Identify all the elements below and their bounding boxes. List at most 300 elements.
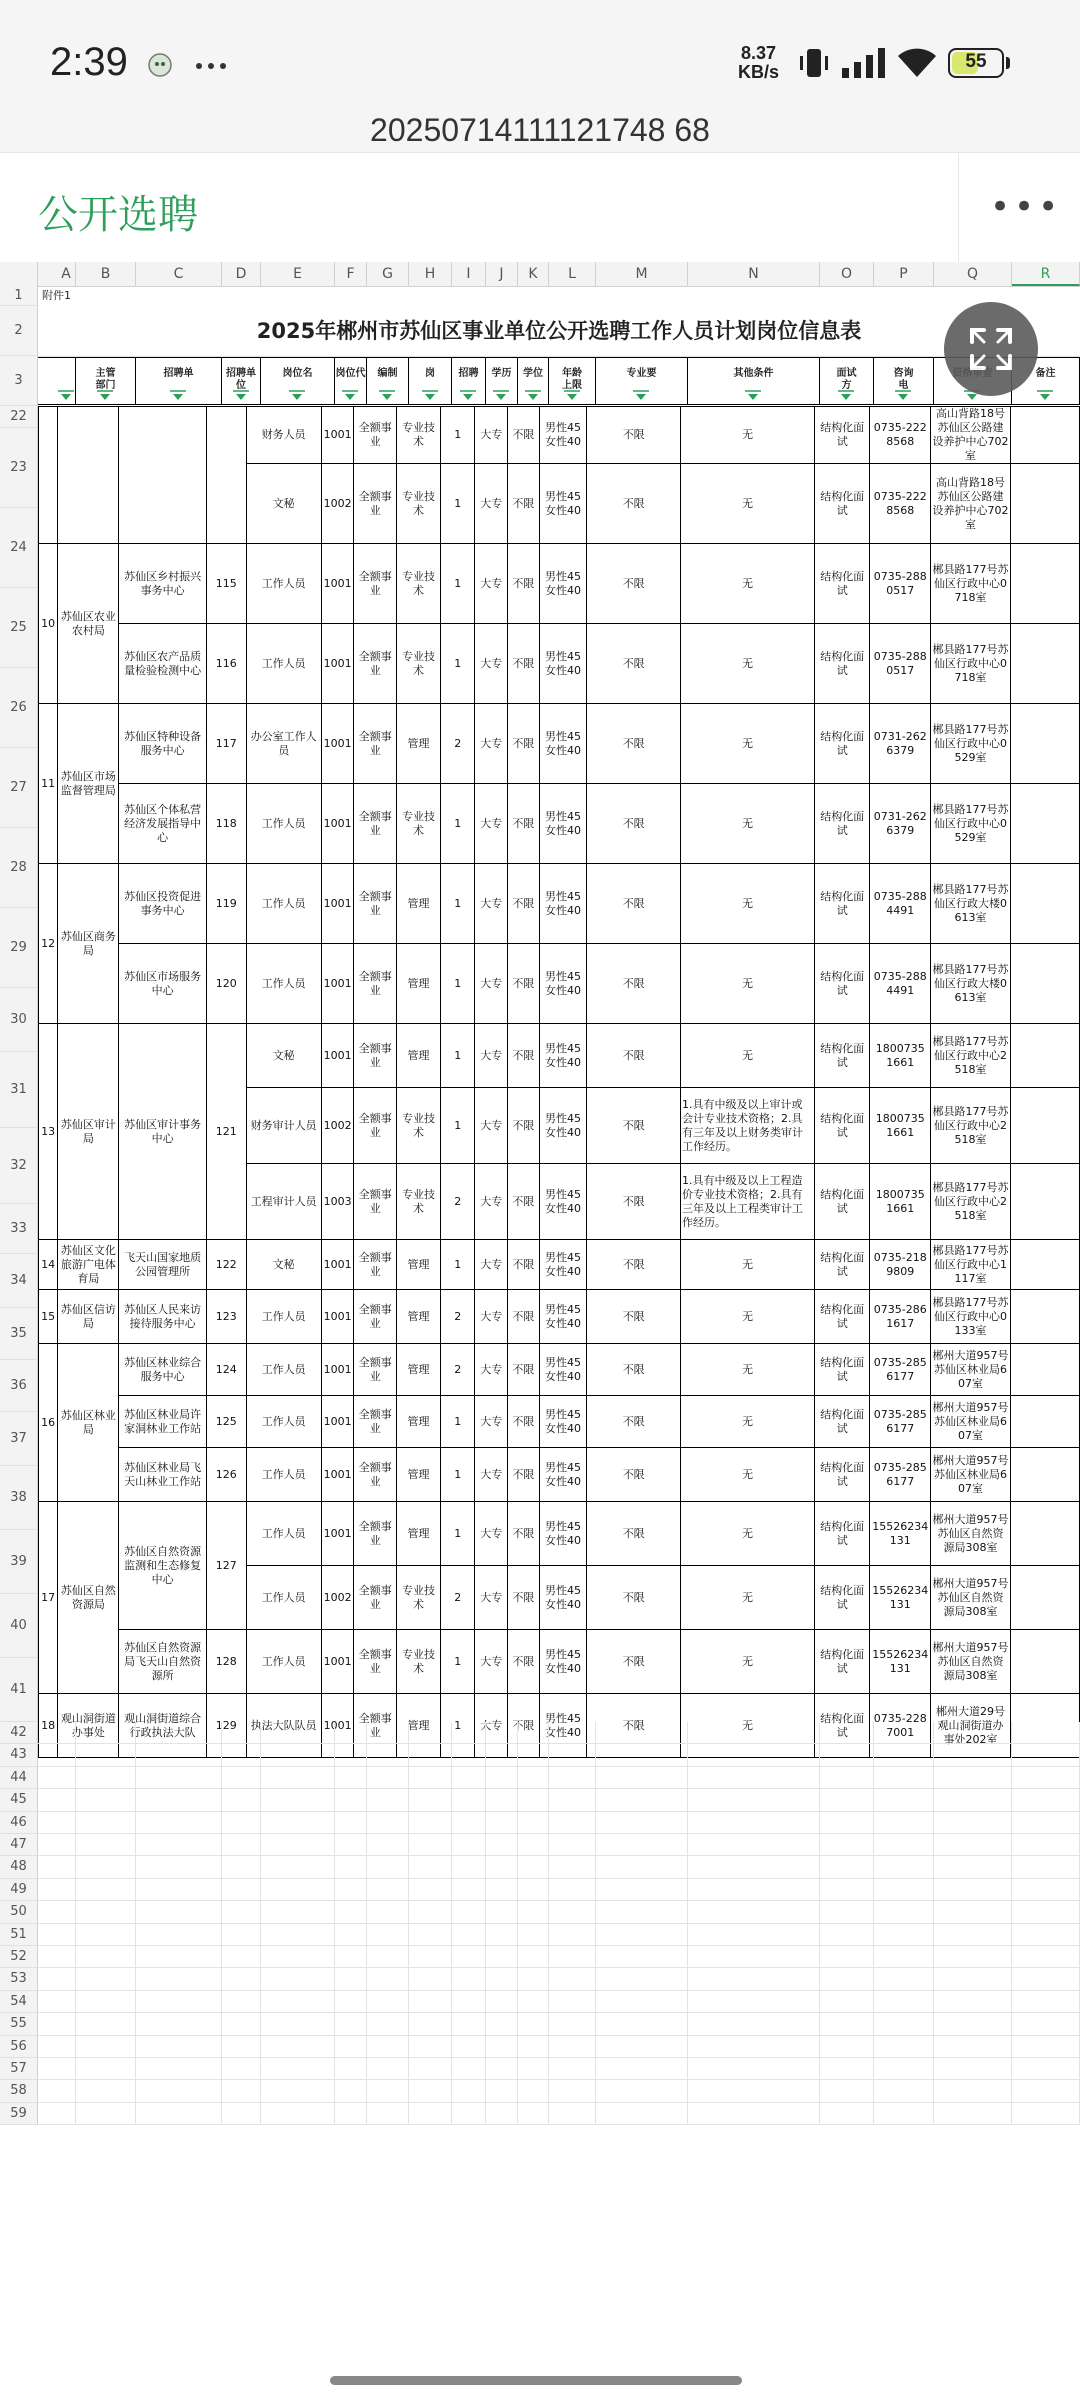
cell-code[interactable]: 124 bbox=[206, 1344, 246, 1396]
empty-row[interactable] bbox=[38, 1789, 1080, 1811]
row-number-58[interactable]: 58 bbox=[0, 2080, 38, 2102]
cell-pos[interactable]: 财务审计人员 bbox=[246, 1088, 321, 1164]
cell-ms[interactable]: 结构化面试 bbox=[815, 1164, 870, 1240]
cell-bz[interactable]: 全额事业 bbox=[354, 1502, 397, 1566]
header-咨询电话[interactable]: 咨询 电 bbox=[874, 358, 934, 404]
cell-zy[interactable]: 不限 bbox=[587, 407, 681, 464]
cell-addr[interactable]: 郴县路177号苏仙区行政中心0718室 bbox=[931, 624, 1010, 704]
column-header-R[interactable]: R bbox=[1012, 262, 1080, 286]
cell-qt[interactable]: 1.具有中级及以上工程造价专业技术资格；2.具有三年及以上工程类审计工作经历。 bbox=[681, 1164, 815, 1240]
cell-xl[interactable]: 大专 bbox=[475, 864, 508, 944]
empty-row[interactable] bbox=[38, 2058, 1080, 2080]
cell-num[interactable]: 1 bbox=[440, 944, 475, 1024]
cell-lb[interactable]: 管理 bbox=[397, 1344, 441, 1396]
row-number-22[interactable]: 22 bbox=[0, 406, 38, 428]
row-number-3[interactable]: 3 bbox=[0, 356, 38, 406]
cell-ms[interactable]: 结构化面试 bbox=[815, 704, 870, 784]
cell-age[interactable]: 男性45 女性40 bbox=[539, 1344, 587, 1396]
cell-xl[interactable]: 大专 bbox=[475, 1290, 508, 1344]
column-header-P[interactable]: P bbox=[874, 262, 934, 286]
cell-lb[interactable]: 管理 bbox=[397, 1396, 441, 1448]
cell-pos[interactable]: 工作人员 bbox=[246, 1502, 321, 1566]
cell-unit[interactable]: 苏仙区林业综合服务中心 bbox=[119, 1344, 207, 1396]
filter-dropdown-icon[interactable] bbox=[421, 390, 439, 401]
cell-ms[interactable]: 结构化面试 bbox=[815, 864, 870, 944]
cell-qt[interactable]: 无 bbox=[681, 464, 815, 544]
cell-age[interactable]: 男性45 女性40 bbox=[539, 944, 587, 1024]
cell-addr[interactable]: 郴州大道957号苏仙区林业局607室 bbox=[931, 1396, 1010, 1448]
cell-pos[interactable]: 文秘 bbox=[246, 464, 321, 544]
cell-code[interactable]: 121 bbox=[206, 1024, 246, 1240]
cell-xw[interactable]: 不限 bbox=[508, 944, 540, 1024]
cell-code[interactable]: 120 bbox=[206, 944, 246, 1024]
cell-pcode[interactable]: 1002 bbox=[321, 464, 354, 544]
row-number-38[interactable]: 38 bbox=[0, 1466, 38, 1530]
cell-bz[interactable]: 全额事业 bbox=[354, 784, 397, 864]
cell-age[interactable]: 男性45 女性40 bbox=[539, 1630, 587, 1694]
cell-pos[interactable]: 工作人员 bbox=[246, 944, 321, 1024]
cell-remark[interactable] bbox=[1010, 944, 1079, 1024]
cell-xl[interactable]: 大专 bbox=[475, 407, 508, 464]
cell-pcode[interactable]: 1001 bbox=[321, 1502, 354, 1566]
cell-ms[interactable]: 结构化面试 bbox=[815, 1024, 870, 1088]
cell-addr[interactable]: 郴州大道957号苏仙区自然资源局308室 bbox=[931, 1630, 1010, 1694]
cell-tel[interactable]: 0735-2856177 bbox=[870, 1448, 931, 1502]
empty-row[interactable] bbox=[38, 2013, 1080, 2035]
cell-lb[interactable]: 专业技术 bbox=[397, 464, 441, 544]
row-number-30[interactable]: 30 bbox=[0, 988, 38, 1052]
cell-addr[interactable]: 高山背路18号苏仙区公路建设养护中心702室 bbox=[931, 464, 1010, 544]
column-header-L[interactable]: L bbox=[549, 262, 596, 286]
cell-zy[interactable]: 不限 bbox=[587, 464, 681, 544]
cell-remark[interactable] bbox=[1010, 1448, 1079, 1502]
cell-lb[interactable]: 专业技术 bbox=[397, 407, 441, 464]
filter-dropdown-icon[interactable] bbox=[96, 390, 114, 401]
row-number-46[interactable]: 46 bbox=[0, 1812, 38, 1834]
cell-dept[interactable]: 观山洞街道办事处 bbox=[58, 1694, 119, 1758]
cell-qt[interactable]: 无 bbox=[681, 1290, 815, 1344]
cell-ms[interactable]: 结构化面试 bbox=[815, 1694, 870, 1758]
cell-code[interactable]: 123 bbox=[206, 1290, 246, 1344]
header-岗位类别[interactable]: 岗 bbox=[409, 358, 452, 404]
cell-lb[interactable]: 管理 bbox=[397, 704, 441, 784]
cell-qt[interactable]: 无 bbox=[681, 1344, 815, 1396]
empty-row[interactable] bbox=[38, 1901, 1080, 1923]
filter-dropdown-icon[interactable] bbox=[894, 390, 912, 401]
cell-remark[interactable] bbox=[1010, 624, 1079, 704]
header-岗位代码[interactable]: 岗位代 bbox=[335, 358, 367, 404]
cell-xw[interactable]: 不限 bbox=[508, 1240, 540, 1290]
cell-remark[interactable] bbox=[1010, 864, 1079, 944]
empty-row[interactable] bbox=[38, 1879, 1080, 1901]
cell-xl[interactable]: 大专 bbox=[475, 1448, 508, 1502]
cell-addr[interactable]: 郴县路177号苏仙区行政中心0718室 bbox=[931, 544, 1010, 624]
column-header-K[interactable]: K bbox=[518, 262, 549, 286]
cell-xl[interactable]: 大专 bbox=[475, 1024, 508, 1088]
cell-pcode[interactable]: 1001 bbox=[321, 1396, 354, 1448]
cell-zy[interactable]: 不限 bbox=[587, 944, 681, 1024]
row-number-23[interactable]: 23 bbox=[0, 428, 38, 508]
column-header-E[interactable]: E bbox=[261, 262, 335, 286]
cell-pcode[interactable]: 1001 bbox=[321, 944, 354, 1024]
column-header-J[interactable]: J bbox=[486, 262, 518, 286]
cell-num[interactable]: 2 bbox=[440, 1164, 475, 1240]
column-header-I[interactable]: I bbox=[452, 262, 486, 286]
cell-age[interactable]: 男性45 女性40 bbox=[539, 1396, 587, 1448]
cell-A1[interactable]: 附件1 bbox=[42, 289, 71, 302]
cell-addr[interactable]: 郴县路177号苏仙区行政大楼0613室 bbox=[931, 944, 1010, 1024]
cell-remark[interactable] bbox=[1010, 784, 1079, 864]
row-number-51[interactable]: 51 bbox=[0, 1924, 38, 1946]
cell-pcode[interactable]: 1002 bbox=[321, 1088, 354, 1164]
row-number-33[interactable]: 33 bbox=[0, 1204, 38, 1254]
row-number-41[interactable]: 41 bbox=[0, 1658, 38, 1722]
column-header-A[interactable]: A bbox=[57, 262, 76, 286]
empty-row[interactable] bbox=[38, 2080, 1080, 2102]
filter-dropdown-icon[interactable] bbox=[459, 390, 477, 401]
cell-xl[interactable]: 大专 bbox=[475, 544, 508, 624]
header-编制[interactable]: 编制 bbox=[367, 358, 409, 404]
row-number-54[interactable]: 54 bbox=[0, 1991, 38, 2013]
cell-unit[interactable]: 飞天山国家地质公园管理所 bbox=[119, 1240, 207, 1290]
cell-bz[interactable]: 全额事业 bbox=[354, 704, 397, 784]
cell-bz[interactable]: 全额事业 bbox=[354, 1290, 397, 1344]
cell-lb[interactable]: 管理 bbox=[397, 864, 441, 944]
header-主管部门[interactable]: 主管 部门 bbox=[76, 358, 136, 404]
cell-pcode[interactable]: 1001 bbox=[321, 784, 354, 864]
cell-num[interactable]: 1 bbox=[440, 1694, 475, 1758]
cell-pos[interactable]: 工作人员 bbox=[246, 1448, 321, 1502]
cell-ms[interactable]: 结构化面试 bbox=[815, 407, 870, 464]
cell-xw[interactable]: 不限 bbox=[508, 1164, 540, 1240]
fullscreen-button[interactable] bbox=[944, 302, 1038, 396]
cell-unit[interactable]: 苏仙区投资促进事务中心 bbox=[119, 864, 207, 944]
cell-addr[interactable]: 郴州大道957号苏仙区林业局607室 bbox=[931, 1344, 1010, 1396]
row-number-53[interactable]: 53 bbox=[0, 1968, 38, 1990]
cell-num[interactable]: 1 bbox=[440, 1630, 475, 1694]
cell-remark[interactable] bbox=[1010, 1630, 1079, 1694]
cell-age[interactable]: 男性45 女性40 bbox=[539, 464, 587, 544]
row-number-52[interactable]: 52 bbox=[0, 1946, 38, 1968]
cell-ms[interactable]: 结构化面试 bbox=[815, 624, 870, 704]
cell-addr[interactable]: 高山背路18号苏仙区公路建设养护中心702室 bbox=[932, 407, 1009, 462]
cell-lb[interactable]: 管理 bbox=[397, 1240, 441, 1290]
cell-pos[interactable]: 工作人员 bbox=[246, 864, 321, 944]
header-招聘单位代码[interactable]: 招聘单 位 bbox=[222, 358, 261, 404]
cell-seq[interactable]: 17 bbox=[39, 1502, 58, 1694]
cell-qt[interactable]: 无 bbox=[681, 784, 815, 864]
cell-zy[interactable]: 不限 bbox=[587, 1694, 681, 1758]
filter-dropdown-icon[interactable] bbox=[492, 390, 510, 401]
cell-xw[interactable]: 不限 bbox=[508, 407, 540, 464]
cell-bz[interactable]: 全额事业 bbox=[354, 624, 397, 704]
column-header-F[interactable]: F bbox=[335, 262, 367, 286]
empty-row[interactable] bbox=[38, 1812, 1080, 1834]
cell-xl[interactable]: 大专 bbox=[475, 784, 508, 864]
cell-pcode[interactable]: 1001 bbox=[321, 624, 354, 704]
row-number-24[interactable]: 24 bbox=[0, 508, 38, 588]
empty-row[interactable] bbox=[38, 1834, 1080, 1856]
cell-num[interactable]: 1 bbox=[440, 464, 475, 544]
cell-zy[interactable]: 不限 bbox=[587, 1502, 681, 1566]
cell-age[interactable]: 男性45 女性40 bbox=[539, 1024, 587, 1088]
row-number-42[interactable]: 42 bbox=[0, 1722, 38, 1744]
cell-code[interactable]: 118 bbox=[206, 784, 246, 864]
row-number-44[interactable]: 44 bbox=[0, 1767, 38, 1789]
cell-pcode[interactable]: 1001 bbox=[321, 544, 354, 624]
cell-num[interactable]: 1 bbox=[440, 407, 475, 464]
empty-row[interactable] bbox=[38, 1767, 1080, 1789]
row-number-40[interactable]: 40 bbox=[0, 1594, 38, 1658]
header-岗位名称[interactable]: 岗位名 bbox=[261, 358, 335, 404]
cell-xw[interactable]: 不限 bbox=[508, 544, 540, 624]
column-header-H[interactable]: H bbox=[409, 262, 452, 286]
filter-dropdown-icon[interactable] bbox=[1036, 390, 1054, 401]
header-面试方式[interactable]: 面试 方 bbox=[820, 358, 874, 404]
cell-tel[interactable]: 0731-2626379 bbox=[870, 784, 931, 864]
row-number-50[interactable]: 50 bbox=[0, 1901, 38, 1923]
cell-seq[interactable]: 12 bbox=[39, 864, 58, 1024]
cell-remark[interactable] bbox=[1010, 1088, 1079, 1164]
cell-zy[interactable]: 不限 bbox=[587, 1448, 681, 1502]
column-header-G[interactable]: G bbox=[367, 262, 409, 286]
cell-lb[interactable]: 专业技术 bbox=[397, 1566, 441, 1630]
header-年龄[interactable]: 年龄 上限 bbox=[549, 358, 596, 404]
cell-bz[interactable]: 全额事业 bbox=[354, 464, 397, 544]
cell-xw[interactable]: 不限 bbox=[508, 1396, 540, 1448]
cell-qt[interactable]: 无 bbox=[681, 1502, 815, 1566]
cell-bz[interactable]: 全额事业 bbox=[354, 1240, 397, 1290]
cell-xl[interactable]: 大专 bbox=[475, 944, 508, 1024]
cell-tel[interactable]: 0735-2861617 bbox=[870, 1290, 931, 1344]
row-number-48[interactable]: 48 bbox=[0, 1856, 38, 1878]
cell-ms[interactable]: 结构化面试 bbox=[815, 784, 870, 864]
cell-ms[interactable]: 结构化面试 bbox=[815, 1088, 870, 1164]
cell-qt[interactable]: 无 bbox=[681, 864, 815, 944]
cell-tel[interactable]: 0735-2884491 bbox=[870, 864, 931, 944]
cell-qt[interactable]: 无 bbox=[681, 407, 815, 464]
row-number-47[interactable]: 47 bbox=[0, 1834, 38, 1856]
empty-row[interactable] bbox=[38, 1744, 1080, 1766]
cell-tel[interactable]: 0735-2884491 bbox=[870, 944, 931, 1024]
cell-tel[interactable]: 0735-2228568 bbox=[870, 464, 931, 544]
cell-num[interactable]: 2 bbox=[440, 1566, 475, 1630]
cell-bz[interactable]: 全额事业 bbox=[354, 1630, 397, 1694]
cell-zy[interactable]: 不限 bbox=[587, 704, 681, 784]
cell-num[interactable]: 1 bbox=[440, 544, 475, 624]
cell-lb[interactable]: 管理 bbox=[397, 944, 441, 1024]
cell-addr[interactable]: 郴县路177号苏仙区行政中心1117室 bbox=[931, 1240, 1010, 1290]
home-indicator[interactable] bbox=[330, 2376, 742, 2385]
cell-xw[interactable]: 不限 bbox=[508, 704, 540, 784]
cell-pos[interactable]: 工作人员 bbox=[246, 624, 321, 704]
cell-age[interactable]: 男性45 女性40 bbox=[539, 544, 587, 624]
cell-lb[interactable]: 专业技术 bbox=[397, 624, 441, 704]
cell-pcode[interactable]: 1001 bbox=[321, 407, 354, 464]
cell-zy[interactable]: 不限 bbox=[587, 784, 681, 864]
filter-dropdown-icon[interactable] bbox=[563, 390, 581, 401]
cell-xl[interactable]: 大专 bbox=[475, 704, 508, 784]
column-header-D[interactable]: D bbox=[222, 262, 261, 286]
cell-tel[interactable]: 15526234131 bbox=[870, 1502, 931, 1566]
row-number-49[interactable]: 49 bbox=[0, 1879, 38, 1901]
filter-dropdown-icon[interactable] bbox=[57, 390, 75, 401]
cell-tel[interactable]: 1800735 1661 bbox=[870, 1024, 931, 1088]
cell-pos[interactable]: 工作人员 bbox=[246, 1344, 321, 1396]
cell-qt[interactable]: 无 bbox=[681, 704, 815, 784]
cell-ms[interactable]: 结构化面试 bbox=[815, 1290, 870, 1344]
cell-qt[interactable]: 无 bbox=[681, 1566, 815, 1630]
cell-bz[interactable]: 全额事业 bbox=[354, 1396, 397, 1448]
cell-ms[interactable]: 结构化面试 bbox=[815, 1344, 870, 1396]
cell-unit[interactable]: 苏仙区林业局飞天山林业工作站 bbox=[119, 1448, 207, 1502]
cell-xl[interactable]: 大专 bbox=[475, 624, 508, 704]
cell-zy[interactable]: 不限 bbox=[587, 1344, 681, 1396]
empty-row[interactable] bbox=[38, 1856, 1080, 1878]
cell-bz[interactable]: 全额事业 bbox=[354, 1024, 397, 1088]
cell-code[interactable]: 126 bbox=[206, 1448, 246, 1502]
cell-remark[interactable] bbox=[1010, 544, 1079, 624]
cell-age[interactable]: 男性45 女性40 bbox=[539, 864, 587, 944]
cell-xw[interactable]: 不限 bbox=[508, 1694, 540, 1758]
cell-pos[interactable]: 工作人员 bbox=[246, 1396, 321, 1448]
cell-pos[interactable]: 执法大队队员 bbox=[246, 1694, 321, 1758]
cell-code[interactable]: 116 bbox=[206, 624, 246, 704]
empty-row[interactable] bbox=[38, 2103, 1080, 2125]
cell-age[interactable]: 男性45 女性40 bbox=[539, 1448, 587, 1502]
row-number-2[interactable]: 2 bbox=[0, 306, 38, 356]
cell-addr[interactable]: 郴州大道957号苏仙区自然资源局308室 bbox=[931, 1566, 1010, 1630]
cell-num[interactable]: 2 bbox=[440, 1290, 475, 1344]
cell-remark[interactable] bbox=[1010, 1290, 1079, 1344]
empty-row[interactable] bbox=[38, 1991, 1080, 2013]
cell-bz[interactable]: 全额事业 bbox=[354, 1566, 397, 1630]
row-number-45[interactable]: 45 bbox=[0, 1789, 38, 1811]
cell-pcode[interactable]: 1002 bbox=[321, 1566, 354, 1630]
cell-num[interactable]: 1 bbox=[440, 784, 475, 864]
cell-code[interactable]: 122 bbox=[206, 1240, 246, 1290]
cell-ms[interactable]: 结构化面试 bbox=[815, 544, 870, 624]
row-number-28[interactable]: 28 bbox=[0, 828, 38, 908]
cell-bz[interactable]: 全额事业 bbox=[354, 544, 397, 624]
cell-pcode[interactable]: 1001 bbox=[321, 1344, 354, 1396]
cell-dept[interactable]: 苏仙区文化旅游广电体育局 bbox=[58, 1240, 119, 1290]
cell-unit[interactable]: 苏仙区自然资源局飞天山自然资源所 bbox=[119, 1630, 207, 1694]
more-options-button[interactable]: ••• bbox=[990, 187, 1063, 227]
cell-code[interactable] bbox=[206, 407, 246, 544]
cell-zy[interactable]: 不限 bbox=[587, 1566, 681, 1630]
cell-xl[interactable]: 大专 bbox=[475, 464, 508, 544]
cell-seq[interactable]: 10 bbox=[39, 544, 58, 704]
cell-tel[interactable]: 15526234131 bbox=[870, 1566, 931, 1630]
cell-num[interactable]: 2 bbox=[440, 704, 475, 784]
header-备注[interactable]: 备注 bbox=[1012, 358, 1080, 404]
cell-tel[interactable]: 0735-2228568 bbox=[870, 407, 931, 464]
cell-seq[interactable]: 15 bbox=[39, 1290, 58, 1344]
cell-unit[interactable]: 苏仙区特种设备服务中心 bbox=[119, 704, 207, 784]
row-number-55[interactable]: 55 bbox=[0, 2013, 38, 2035]
cell-code[interactable]: 117 bbox=[206, 704, 246, 784]
cell-zy[interactable]: 不限 bbox=[587, 1396, 681, 1448]
column-header-N[interactable]: N bbox=[688, 262, 820, 286]
cell-unit[interactable]: 苏仙区审计事务中心 bbox=[119, 1024, 207, 1240]
cell-pcode[interactable]: 1001 bbox=[321, 1240, 354, 1290]
empty-row[interactable] bbox=[38, 1946, 1080, 1968]
cell-zy[interactable]: 不限 bbox=[587, 1630, 681, 1694]
column-header-B[interactable]: B bbox=[76, 262, 136, 286]
cell-lb[interactable]: 管理 bbox=[397, 1024, 441, 1088]
filter-dropdown-icon[interactable] bbox=[744, 390, 762, 401]
cell-pos[interactable]: 财务人员 bbox=[246, 407, 321, 464]
cell-dept[interactable]: 苏仙区自然资源局 bbox=[58, 1502, 119, 1694]
cell-ms[interactable]: 结构化面试 bbox=[815, 1630, 870, 1694]
cell-num[interactable]: 1 bbox=[440, 624, 475, 704]
cell-lb[interactable]: 专业技术 bbox=[397, 544, 441, 624]
cell-seq[interactable]: 16 bbox=[39, 1344, 58, 1502]
cell-pcode[interactable]: 1001 bbox=[321, 1024, 354, 1088]
cell-xw[interactable]: 不限 bbox=[508, 1344, 540, 1396]
cell-qt[interactable]: 无 bbox=[681, 1240, 815, 1290]
cell-dept[interactable] bbox=[58, 407, 119, 544]
header-招聘人数[interactable]: 招聘 bbox=[452, 358, 486, 404]
cell-remark[interactable] bbox=[1010, 407, 1079, 464]
header-专业要求[interactable]: 专业要 bbox=[596, 358, 688, 404]
filter-dropdown-icon[interactable] bbox=[232, 390, 250, 401]
cell-ms[interactable]: 结构化面试 bbox=[815, 1502, 870, 1566]
cell-num[interactable]: 1 bbox=[440, 864, 475, 944]
column-header-O[interactable]: O bbox=[820, 262, 874, 286]
cell-bz[interactable]: 全额事业 bbox=[354, 1694, 397, 1758]
cell-code[interactable]: 129 bbox=[206, 1694, 246, 1758]
cell-addr[interactable]: 郴县路177号苏仙区行政中心2518室 bbox=[931, 1164, 1010, 1240]
filter-dropdown-icon[interactable] bbox=[378, 390, 396, 401]
cell-ms[interactable]: 结构化面试 bbox=[815, 1240, 870, 1290]
cell-zy[interactable]: 不限 bbox=[587, 1290, 681, 1344]
cell-num[interactable]: 2 bbox=[440, 1344, 475, 1396]
cell-unit[interactable]: 苏仙区人民来访接待服务中心 bbox=[119, 1290, 207, 1344]
cell-xw[interactable]: 不限 bbox=[508, 464, 540, 544]
cell-num[interactable]: 1 bbox=[440, 1448, 475, 1502]
row-number-37[interactable]: 37 bbox=[0, 1412, 38, 1466]
corner-cell[interactable] bbox=[0, 262, 38, 286]
cell-remark[interactable] bbox=[1010, 1024, 1079, 1088]
cell-remark[interactable] bbox=[1010, 1344, 1079, 1396]
cell-addr[interactable]: 郴州大道957号苏仙区林业局607室 bbox=[931, 1448, 1010, 1502]
cell-ms[interactable]: 结构化面试 bbox=[815, 944, 870, 1024]
cell-seq[interactable] bbox=[39, 407, 58, 544]
cell-pcode[interactable]: 1003 bbox=[321, 1164, 354, 1240]
cell-xw[interactable]: 不限 bbox=[508, 624, 540, 704]
cell-xw[interactable]: 不限 bbox=[508, 784, 540, 864]
row-number-39[interactable]: 39 bbox=[0, 1530, 38, 1594]
cell-pos[interactable]: 工作人员 bbox=[246, 1566, 321, 1630]
cell-pos[interactable]: 文秘 bbox=[246, 1240, 321, 1290]
cell-pcode[interactable]: 1001 bbox=[321, 1694, 354, 1758]
cell-xw[interactable]: 不限 bbox=[508, 1502, 540, 1566]
cell-qt[interactable]: 无 bbox=[681, 1024, 815, 1088]
cell-remark[interactable] bbox=[1010, 1566, 1079, 1630]
cell-qt[interactable]: 无 bbox=[681, 1396, 815, 1448]
cell-qt[interactable]: 无 bbox=[681, 1630, 815, 1694]
filter-dropdown-icon[interactable] bbox=[524, 390, 542, 401]
cell-xw[interactable]: 不限 bbox=[508, 1088, 540, 1164]
cell-age[interactable]: 男性45 女性40 bbox=[539, 1164, 587, 1240]
cell-bz[interactable]: 全额事业 bbox=[354, 944, 397, 1024]
header-其他条件[interactable]: 其他条件 bbox=[688, 358, 820, 404]
cell-dept[interactable]: 苏仙区市场监督管理局 bbox=[58, 704, 119, 864]
cell-unit[interactable]: 苏仙区市场服务中心 bbox=[119, 944, 207, 1024]
cell-tel[interactable]: 0735-2880517 bbox=[870, 624, 931, 704]
